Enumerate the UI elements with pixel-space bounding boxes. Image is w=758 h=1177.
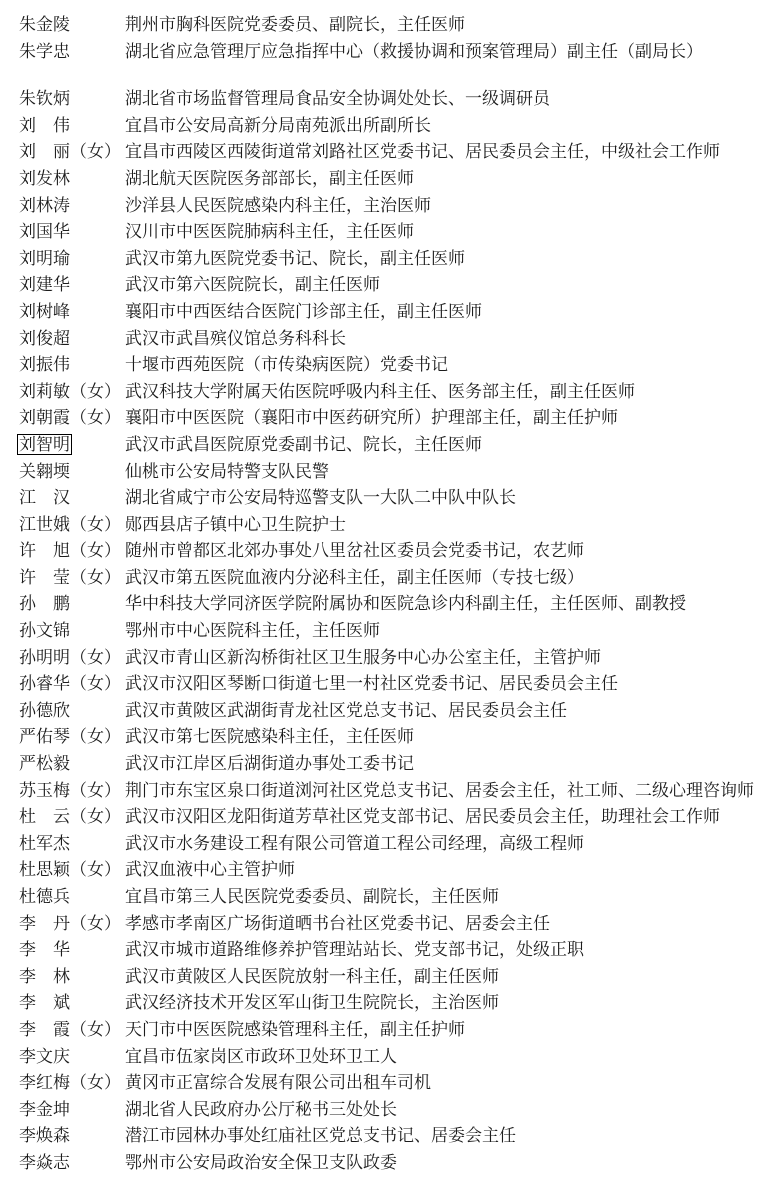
person-name: 许 旭 (19, 541, 70, 561)
person-title: 潜江市园林办事处红庙社区党总支书记、居委会主任 (125, 1126, 516, 1146)
female-marker: （女） (70, 142, 121, 162)
female-marker: （女） (70, 913, 121, 933)
person-name: 李 林 (19, 966, 70, 986)
list-item (19, 12, 748, 39)
female-marker: （女） (70, 1073, 121, 1093)
person-title: 汉川市中医医院肺病科主任，主任医师 (125, 222, 414, 242)
list-item (19, 326, 748, 353)
female-marker: （女） (70, 567, 121, 587)
person-title: 随州市曾都区北郊办事处八里岔社区委员会党委书记，农艺师 (125, 541, 584, 561)
person-name-cell (19, 698, 125, 725)
person-title: 武汉市武昌殡仪馆总务科科长 (125, 328, 346, 348)
person-name: 孙德欣 (19, 700, 70, 720)
person-name-cell (19, 512, 125, 539)
person-name: 李 斌 (19, 993, 70, 1013)
person-name: 刘建华 (19, 275, 70, 295)
person-name-cell (19, 299, 125, 326)
person-name: 严松毅 (19, 754, 70, 774)
person-name: 孙 鹏 (19, 594, 70, 614)
person-name: 刘莉敏 (19, 381, 70, 401)
person-title: 宜昌市公安局高新分局南苑派出所副所长 (125, 115, 431, 135)
person-title: 沙洋县人民医院感染内科主任，主治医师 (125, 195, 431, 215)
person-name: 朱钦炳 (19, 89, 70, 109)
female-marker: （女） (70, 514, 121, 534)
person-name-cell (19, 804, 125, 831)
list-item (19, 724, 748, 751)
person-name: 李 华 (19, 940, 70, 960)
list-item (19, 1017, 748, 1044)
person-title: 武汉市武昌医院原党委副书记、院长，主任医师 (125, 434, 482, 454)
list-item (19, 86, 748, 113)
person-title: 武汉市第五医院血液内分泌科主任，副主任医师（专技七级） (125, 567, 584, 587)
person-name-cell (19, 1044, 125, 1071)
person-title: 武汉血液中心主管护师 (125, 860, 295, 880)
person-name-cell (19, 405, 125, 432)
person-title: 郧西县店子镇中心卫生院护士 (125, 514, 346, 534)
person-name: 苏玉梅 (19, 780, 70, 800)
person-name-cell (19, 565, 125, 592)
person-name-cell (19, 139, 125, 166)
person-name-cell (19, 964, 125, 991)
person-name: 刘俊超 (19, 328, 70, 348)
person-name-cell (19, 645, 125, 672)
person-name-cell (19, 724, 125, 751)
person-name-cell (19, 857, 125, 884)
person-title: 武汉市水务建设工程有限公司管道工程公司经理，高级工程师 (125, 833, 584, 853)
list-item (19, 671, 748, 698)
person-title: 鄂州市公安局政治安全保卫支队政委 (125, 1152, 397, 1172)
list-item (19, 485, 748, 512)
female-marker: （女） (70, 807, 121, 827)
person-name: 杜德兵 (19, 887, 70, 906)
list-item (19, 512, 748, 539)
person-name-cell (19, 538, 125, 565)
person-name: 刘树峰 (19, 301, 70, 321)
person-name-cell (19, 166, 125, 193)
person-name: 刘国华 (19, 222, 70, 242)
person-name: 刘明瑜 (19, 248, 70, 268)
person-name: 朱学忠 (19, 41, 70, 61)
person-title: 宜昌市西陵区西陵街道常刘路社区党委书记、居民委员会主任，中级社会工作师 (125, 142, 720, 162)
person-title: 华中科技大学同济医学院附属协和医院急诊内科副主任，主任医师、副教授 (125, 594, 686, 614)
list-item (19, 990, 748, 1017)
person-name-cell (19, 591, 125, 618)
person-name-cell (19, 831, 125, 858)
list-item (19, 804, 748, 831)
female-marker: （女） (70, 408, 121, 428)
person-title: 天门市中医医院感染管理科主任，副主任护师 (125, 1019, 465, 1039)
person-name-cell (19, 86, 125, 113)
person-name-cell (19, 352, 125, 379)
female-marker: （女） (70, 780, 121, 800)
person-title: 黄冈市正富综合发展有限公司出租车司机 (125, 1073, 431, 1093)
person-name: 杜思颖 (19, 860, 70, 880)
person-name-cell (19, 1070, 125, 1097)
list-item (19, 964, 748, 991)
person-name-cell (19, 459, 125, 486)
list-item (19, 857, 748, 884)
person-title: 武汉市汉阳区龙阳街道芳草社区党支部书记、居民委员会主任，助理社会工作师 (125, 807, 720, 827)
person-name-cell (19, 485, 125, 512)
person-name: 李焕森 (19, 1126, 70, 1146)
person-title: 湖北省市场监督管理局食品安全协调处处长、一级调研员 (125, 89, 550, 109)
person-name: 江世娥 (19, 514, 70, 534)
person-title: 鄂州市中心医院科主任，主任医师 (125, 621, 380, 641)
person-title: 湖北省应急管理厅应急指挥中心（救援协调和预案管理局）副主任（副局长） (125, 41, 703, 61)
person-name-cell (19, 618, 125, 645)
person-name-cell (19, 219, 125, 246)
person-title: 荆州市胸科医院党委委员、副院长，主任医师 (125, 15, 465, 34)
list-item (19, 405, 748, 432)
person-name-cell (19, 193, 125, 220)
person-name: 孙文锦 (19, 621, 70, 641)
person-name: 杜军杰 (19, 833, 70, 853)
person-name-boxed: 刘智明 (19, 434, 70, 454)
person-title: 武汉市第九医院党委书记、院长，副主任医师 (125, 248, 465, 268)
list-item (19, 299, 748, 326)
list-item (19, 246, 748, 273)
female-marker: （女） (70, 860, 121, 880)
person-name: 刘发林 (19, 168, 70, 188)
person-name: 孙明明 (19, 647, 70, 667)
person-name: 严佑琴 (19, 727, 70, 747)
person-title: 武汉市第六医院院长，副主任医师 (125, 275, 380, 295)
person-title: 襄阳市中医医院（襄阳市中医药研究所）护理部主任，副主任护师 (125, 408, 618, 428)
female-marker: （女） (70, 727, 121, 747)
list-item (19, 113, 748, 140)
person-name: 李金坤 (19, 1099, 70, 1119)
list-item (19, 565, 748, 592)
person-name: 刘 伟 (19, 115, 70, 135)
list-item (19, 459, 748, 486)
person-title: 武汉市黄陂区人民医院放射一科主任，副主任医师 (125, 966, 499, 986)
list-item (19, 937, 748, 964)
list-item (19, 1044, 748, 1071)
list-item (19, 352, 748, 379)
list-item (19, 591, 748, 618)
person-name: 李 霞 (19, 1019, 70, 1039)
person-name-cell (19, 246, 125, 273)
person-name-cell (19, 379, 125, 406)
person-name-cell (19, 432, 125, 459)
person-name-cell (19, 778, 125, 805)
list-item (19, 1097, 748, 1124)
person-name: 孙睿华 (19, 674, 70, 694)
person-name-cell (19, 272, 125, 299)
list-item (19, 166, 748, 193)
person-name: 杜 云 (19, 807, 70, 827)
person-title: 武汉市黄陂区武湖街青龙社区党总支书记、居民委员会主任 (125, 700, 567, 720)
person-title: 湖北省人民政府办公厅秘书三处处长 (125, 1099, 397, 1119)
list-item (19, 1150, 748, 1177)
list-item (19, 379, 748, 406)
list-item (19, 1123, 748, 1150)
list-item (19, 1070, 748, 1097)
female-marker: （女） (70, 647, 121, 667)
person-name-cell (19, 937, 125, 964)
person-name: 关翱堧 (19, 461, 70, 481)
person-name-cell (19, 911, 125, 938)
person-title: 十堰市西苑医院（市传染病医院）党委书记 (125, 355, 448, 375)
list-item (19, 219, 748, 246)
person-name: 李文庆 (19, 1046, 70, 1066)
person-title: 武汉科技大学附属天佑医院呼吸内科主任、医务部主任，副主任医师 (125, 381, 635, 401)
person-title: 武汉市青山区新沟桥街社区卫生服务中心办公室主任，主管护师 (125, 647, 601, 667)
person-title: 仙桃市公安局特警支队民警 (125, 461, 329, 481)
person-name-cell (19, 990, 125, 1017)
female-marker: （女） (70, 674, 121, 694)
person-title: 襄阳市中西医结合医院门诊部主任，副主任医师 (125, 301, 482, 321)
list-item (19, 911, 748, 938)
person-name: 刘朝霞 (19, 408, 70, 428)
person-title: 宜昌市第三人民医院党委委员、副院长，主任医师 (125, 887, 499, 906)
list-item (19, 751, 748, 778)
list-item (19, 39, 748, 66)
person-name-cell (19, 1017, 125, 1044)
person-name-cell (19, 12, 125, 39)
person-name-cell (19, 1150, 125, 1177)
female-marker: （女） (70, 381, 121, 401)
person-name: 刘林涛 (19, 195, 70, 215)
list-item (19, 831, 748, 858)
person-name-cell (19, 326, 125, 353)
person-name: 刘振伟 (19, 355, 70, 375)
female-marker: （女） (70, 541, 121, 561)
person-title: 荆门市东宝区泉口街道浏河社区党总支书记、居委会主任，社工师、二级心理咨询师 (125, 780, 754, 800)
list-item (19, 538, 748, 565)
female-marker: （女） (70, 1019, 121, 1039)
person-name-cell (19, 1097, 125, 1124)
person-title: 武汉市第七医院感染科主任，主任医师 (125, 727, 414, 747)
person-title: 孝感市孝南区广场街道晒书台社区党委书记、居委会主任 (125, 913, 550, 933)
list-item (19, 778, 754, 805)
person-name-cell (19, 751, 125, 778)
person-name: 朱金陵 (19, 15, 70, 34)
list-item (19, 432, 748, 459)
person-title: 武汉市江岸区后湖街道办事处工委书记 (125, 754, 414, 774)
person-title: 武汉市城市道路维修养护管理站站长、党支部书记，处级正职 (125, 940, 584, 960)
list-item (19, 698, 748, 725)
person-title: 武汉市汉阳区琴断口街道七里一村社区党委书记、居民委员会主任 (125, 674, 618, 694)
person-name-cell (19, 671, 125, 698)
person-name-cell (19, 39, 125, 66)
person-name: 刘 丽 (19, 142, 70, 162)
person-name-cell (19, 1123, 125, 1150)
person-name: 许 莹 (19, 567, 70, 587)
person-title: 湖北省咸宁市公安局特巡警支队一大队二中队中队长 (125, 488, 516, 508)
person-title: 武汉经济技术开发区军山街卫生院院长，主治医师 (125, 993, 499, 1013)
person-name-cell (19, 884, 125, 911)
list-item (19, 272, 748, 299)
person-name: 江 汉 (19, 488, 70, 508)
person-name: 李焱志 (19, 1152, 70, 1172)
list-item (19, 193, 748, 220)
list-item (19, 139, 748, 166)
person-name: 李红梅 (19, 1073, 70, 1093)
person-name: 李 丹 (19, 913, 70, 933)
list-item (19, 645, 748, 672)
list-item (19, 884, 748, 911)
list-item (19, 618, 748, 645)
person-title: 湖北航天医院医务部部长，副主任医师 (125, 168, 414, 188)
person-title: 宜昌市伍家岗区市政环卫处环卫工人 (125, 1046, 397, 1066)
person-name-cell (19, 113, 125, 140)
